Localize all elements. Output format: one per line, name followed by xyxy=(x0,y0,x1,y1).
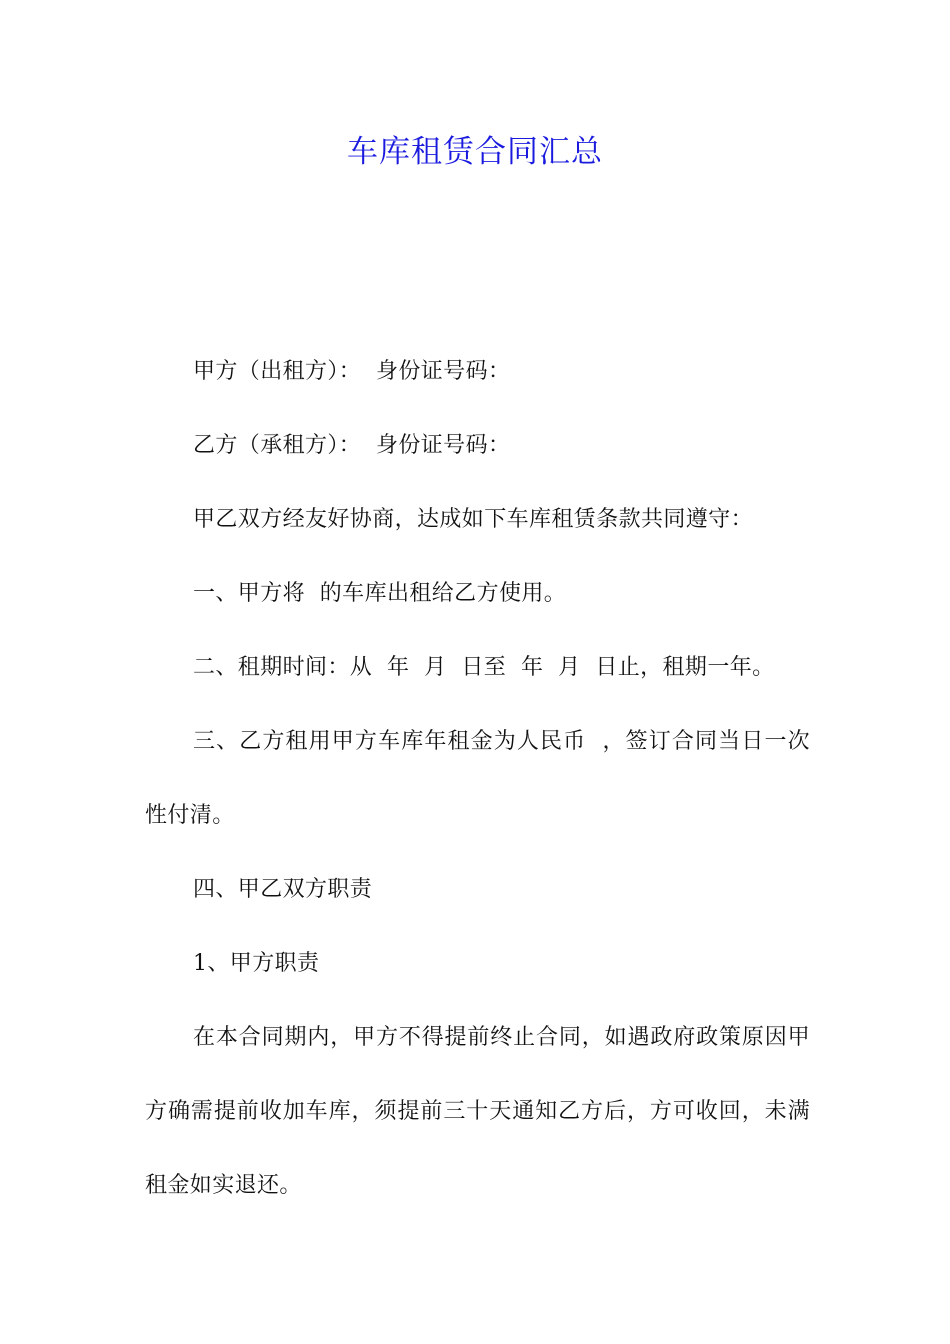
paragraph-agreement-intro: 甲乙双方经友好协商，达成如下车库租赁条款共同遵守： xyxy=(193,507,754,532)
paragraph-party-a: 甲方（出租方）： 身份证号码： xyxy=(193,359,511,384)
document-title: 车库租赁合同汇总 xyxy=(347,134,603,170)
document-body xyxy=(145,335,810,1223)
paragraph-party-a-duties: 在本合同期内，甲方不得提前终止合同，如遇政府政策原因甲方确需提前收加车库，须提前三十天通知乙方后，方可收回，未满租金如实退还。 xyxy=(145,1025,810,1198)
paragraph-party-b: 乙方（承租方）： 身份证号码： xyxy=(193,433,511,458)
paragraph-clause-3: 三、乙方租用甲方车库年租金为人民币 ，签订合同当日一次性付清。 xyxy=(145,729,810,828)
paragraph-clause-2: 二、租期时间：从 年 月 日至 年 月 日止，租期一年。 xyxy=(193,655,775,680)
paragraph-clause-1: 一、甲方将 的车库出租给乙方使用。 xyxy=(193,581,567,606)
paragraph-party-a-duties-heading: 1、甲方职责 xyxy=(193,951,320,976)
paragraph-clause-4-heading: 四、甲乙双方职责 xyxy=(193,877,373,902)
